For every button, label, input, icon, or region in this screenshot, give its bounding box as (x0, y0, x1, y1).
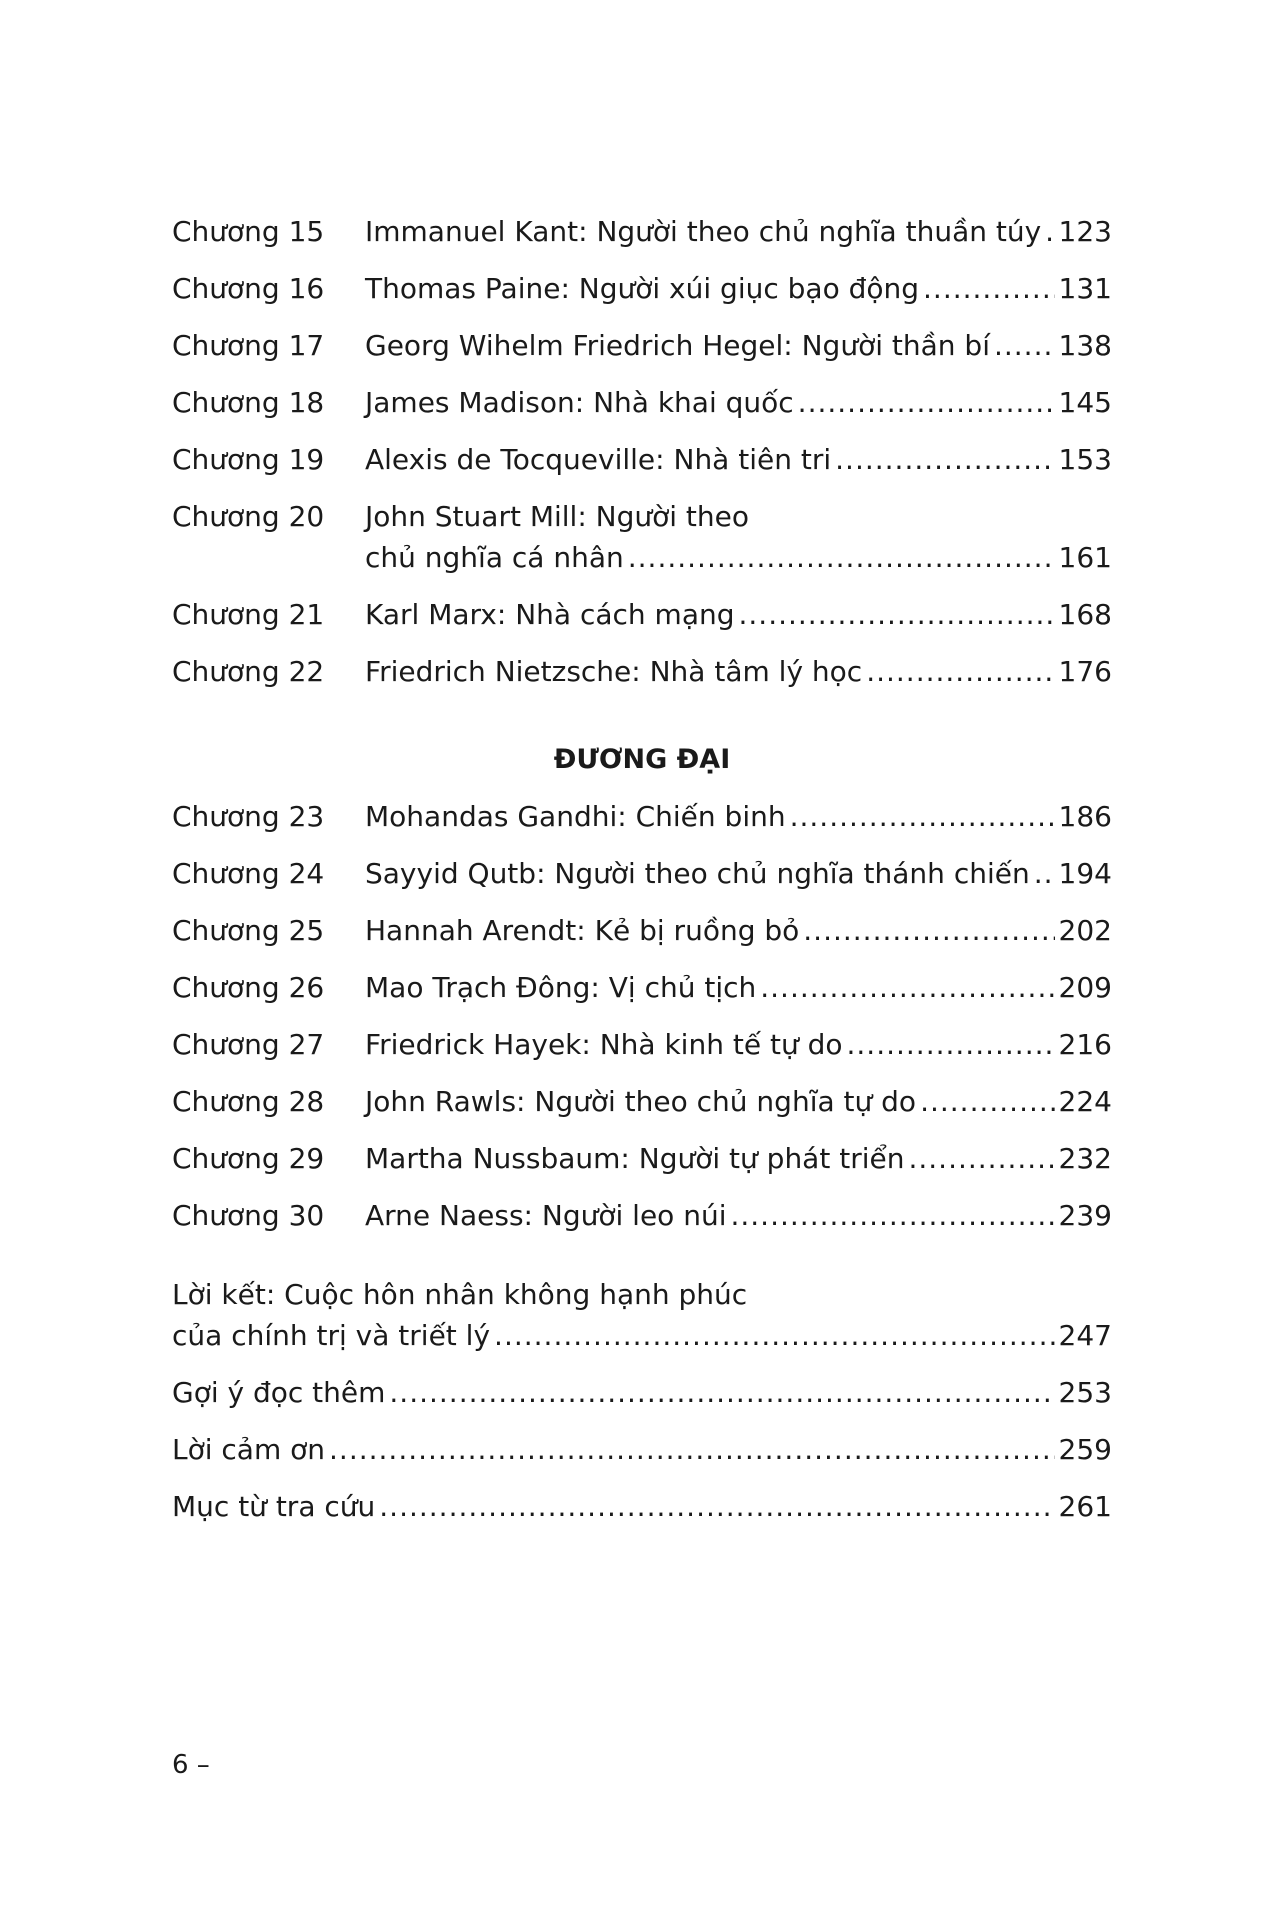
page-number: 259 (1058, 1433, 1112, 1466)
chapter-number: Chương 29 (172, 1142, 325, 1175)
toc-entry-acknowledgements (172, 1430, 1112, 1471)
page-number: 161 (1058, 541, 1112, 574)
leader-dots (1034, 854, 1055, 894)
leader-dots (730, 1196, 1054, 1236)
leader-dots (494, 1316, 1055, 1356)
chapter-title-line2: chủ nghĩa cá nhân (365, 541, 624, 574)
page-number: 247 (1058, 1319, 1112, 1352)
leader-dots (803, 911, 1054, 951)
chapter-title-line1: John Stuart Mill: Người theo (365, 500, 750, 533)
page-number: 261 (1058, 1490, 1112, 1523)
leader-dots (329, 1430, 1055, 1470)
entry-title-line1: Lời kết: Cuộc hôn nhân không hạnh phúc (172, 1278, 748, 1311)
page-number: 186 (1058, 800, 1112, 833)
chapter-title: John Rawls: Người theo chủ nghĩa tự do (365, 1085, 917, 1118)
page-number: 232 (1058, 1142, 1112, 1175)
page-number: 153 (1058, 443, 1112, 476)
entry-title: Mục từ tra cứu (172, 1490, 376, 1523)
chapter-title: Arne Naess: Người leo núi (365, 1199, 727, 1232)
page-number: 253 (1058, 1376, 1112, 1409)
toc-entry-index (172, 1487, 1112, 1528)
chapter-title: Karl Marx: Nhà cách mạng (365, 598, 735, 631)
leader-dots (1045, 212, 1054, 252)
chapter-title: Sayyid Qutb: Người theo chủ nghĩa thánh chiến (365, 857, 1030, 890)
chapter-title: Georg Wihelm Friedrich Hegel: Người thần bí (365, 329, 990, 362)
leader-dots (739, 595, 1055, 635)
chapter-number: Chương 20 (172, 500, 325, 533)
leader-dots (379, 1487, 1054, 1527)
chapter-number: Chương 17 (172, 329, 325, 362)
chapter-number: Chương 16 (172, 272, 325, 305)
page-number: 123 (1058, 215, 1112, 248)
chapter-number: Chương 19 (172, 443, 325, 476)
chapter-number: Chương 21 (172, 598, 325, 631)
chapter-title: Mohandas Gandhi: Chiến binh (365, 800, 786, 833)
entry-title: Lời cảm ơn (172, 1433, 326, 1466)
chapter-title: Immanuel Kant: Người theo chủ nghĩa thuần túy (365, 215, 1042, 248)
toc-entry-further-reading (172, 1373, 1112, 1414)
leader-dots (790, 797, 1055, 837)
page-number: 131 (1058, 272, 1112, 305)
page-number: 176 (1058, 655, 1112, 688)
toc-entry-epilogue (172, 1275, 1112, 1357)
chapter-number: Chương 28 (172, 1085, 325, 1118)
page-number: 216 (1058, 1028, 1112, 1061)
page-number: 209 (1058, 971, 1112, 1004)
page-number: 239 (1058, 1199, 1112, 1232)
leader-dots (920, 1082, 1054, 1122)
chapter-title: Alexis de Tocqueville: Nhà tiên tri (365, 443, 832, 476)
chapter-title: Friedrick Hayek: Nhà kinh tế tự do (365, 1028, 843, 1061)
chapter-number: Chương 15 (172, 215, 325, 248)
leader-dots (866, 652, 1054, 692)
page-number: 202 (1058, 914, 1112, 947)
page-number: 224 (1058, 1085, 1112, 1118)
page-number: 168 (1058, 598, 1112, 631)
chapter-title: Thomas Paine: Người xúi giục bạo động (365, 272, 920, 305)
page-number: 138 (1058, 329, 1112, 362)
leader-dots (835, 440, 1054, 480)
chapter-number: Chương 30 (172, 1199, 325, 1232)
leader-dots (628, 538, 1055, 578)
leader-dots (847, 1025, 1055, 1065)
leader-dots (908, 1139, 1054, 1179)
chapter-title: Mao Trạch Đông: Vị chủ tịch (365, 971, 757, 1004)
leader-dots (923, 269, 1055, 309)
chapter-number: Chương 25 (172, 914, 325, 947)
chapter-title: Friedrich Nietzsche: Nhà tâm lý học (365, 655, 863, 688)
chapter-number: Chương 27 (172, 1028, 325, 1061)
leader-dots (760, 968, 1054, 1008)
entry-title: Gợi ý đọc thêm (172, 1376, 386, 1409)
leader-dots (994, 326, 1055, 366)
page-footer: 6 – (172, 1750, 210, 1780)
chapter-number: Chương 22 (172, 655, 325, 688)
entry-title-line2: của chính trị và triết lý (172, 1319, 491, 1352)
chapter-title: Martha Nussbaum: Người tự phát triển (365, 1142, 905, 1175)
chapter-number: Chương 23 (172, 800, 325, 833)
page-number: 145 (1058, 386, 1112, 419)
page-number: 194 (1058, 857, 1112, 890)
section-heading: ĐƯƠNG ĐẠI (553, 744, 731, 775)
chapter-title: Hannah Arendt: Kẻ bị ruồng bỏ (365, 914, 800, 947)
chapter-title: James Madison: Nhà khai quốc (365, 386, 794, 419)
leader-dots (798, 383, 1055, 423)
chapter-number: Chương 26 (172, 971, 325, 1004)
leader-dots (389, 1373, 1054, 1413)
chapter-number: Chương 24 (172, 857, 325, 890)
chapter-number: Chương 18 (172, 386, 325, 419)
